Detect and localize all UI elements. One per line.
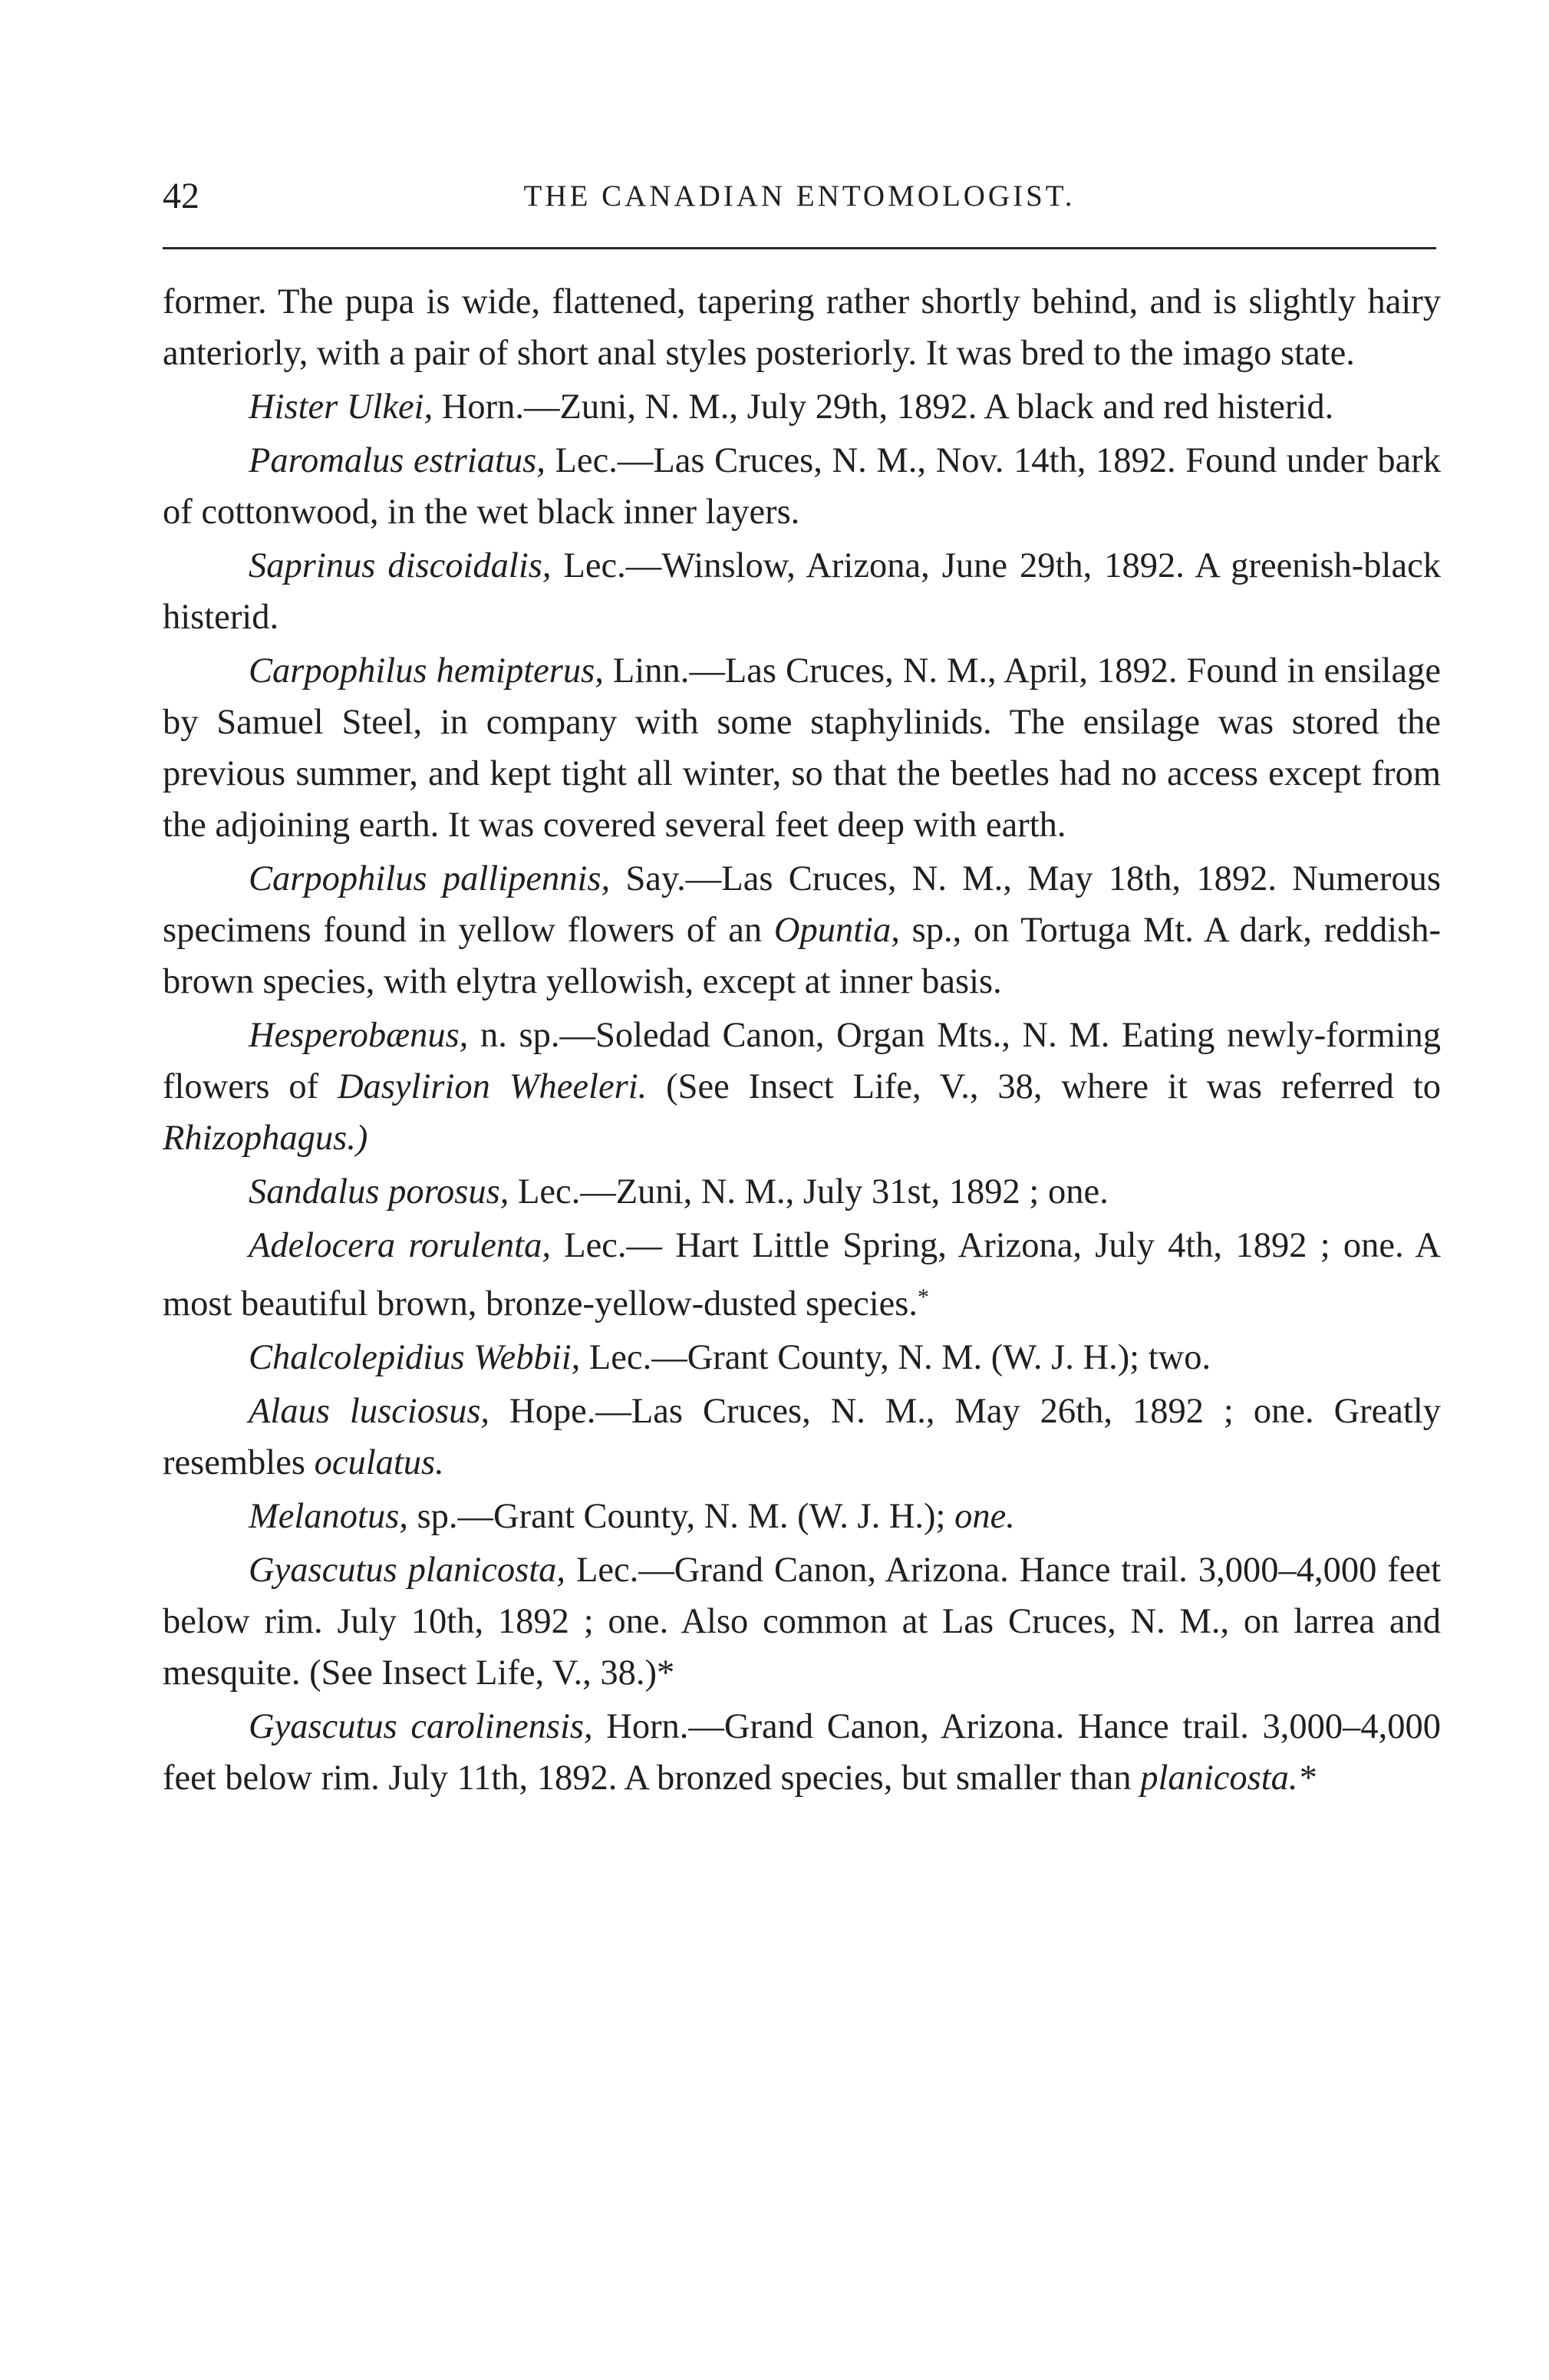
species-name: Carpophilus pallipennis, xyxy=(249,859,611,898)
species-entry-carpophilus-pallipennis xyxy=(163,853,1441,1007)
footnote-mark: * xyxy=(918,1284,929,1310)
entry-text: n. sp.—Soledad Canon, Organ Mts., N. M. Eating newly-forming flowers of xyxy=(163,1016,1441,1106)
entry-text: Lec.—Winslow, Arizona, June 29th, 1892. A greenish-black histerid. xyxy=(163,546,1441,637)
entry-text: Lec.—Zuni, N. M., July 31st, 1892 ; one. xyxy=(509,1172,1109,1211)
species-entry-hesperobaenus xyxy=(163,1010,1441,1164)
species-name: Gyascutus carolinensis, xyxy=(249,1707,593,1746)
species-name: Alaus lusciosus, xyxy=(249,1392,490,1431)
species-entry-chalcolepidius-webbii xyxy=(163,1332,1441,1383)
running-title: THE CANADIAN ENTOMOLOGIST. xyxy=(523,180,1076,213)
species-entry-adelocera-rorulenta xyxy=(163,1220,1441,1330)
page-header xyxy=(163,173,1436,219)
species-name: Paromalus estriatus, xyxy=(249,441,545,480)
entry-text: Horn.—Zuni, N. M., July 29th, 1892. A black and red histerid. xyxy=(433,387,1334,427)
species-name: Adelocera rorulenta, xyxy=(249,1226,551,1265)
species-name: Hesperobænus, xyxy=(249,1016,469,1055)
species-entry-sandalus-porosus xyxy=(163,1166,1441,1218)
species-name: Hister Ulkei, xyxy=(249,387,433,427)
genus-reference: Rhizophagus.) xyxy=(163,1119,368,1158)
entry-text: Hope.—Las Cruces, N. M., May 26th, 1892 ; one. Greatly resembles xyxy=(163,1392,1441,1482)
entry-text: Lec.— Hart Little Spring, Arizona, July 4th, 1892 ; one. A most beautiful brown, bronze-yellow-dusted species. xyxy=(163,1226,1442,1324)
entry-text: Lec.—Las Cruces, N. M., Nov. 14th, 1892. Found under bark of cottonwood, in the wet black inner layers. xyxy=(163,441,1441,532)
species-reference: Dasylirion Wheeleri. xyxy=(337,1067,648,1106)
entry-count: one. xyxy=(954,1497,1015,1536)
genus-reference: Opuntia, xyxy=(773,911,900,950)
header-rule xyxy=(163,247,1436,249)
species-entry-melanotus xyxy=(163,1491,1441,1542)
paragraph-text: former. The pupa is wide, flattened, tapering rather shortly behind, and is slightly hairy anteriorly, with a pair of short anal styles posteriorly. It was bred to the imago state. xyxy=(163,282,1441,373)
paragraph-continuation xyxy=(163,276,1441,379)
article-body xyxy=(163,276,1441,1806)
entry-text: Say.—Las Cruces, N. M., May 18th, 1892. Numerous specimens found in yellow flowers of an xyxy=(163,859,1441,950)
species-reference: oculatus. xyxy=(314,1443,444,1482)
species-name: Saprinus discoidalis, xyxy=(249,546,552,585)
species-name: Carpophilus hemipterus, xyxy=(249,651,604,691)
entry-text: Lec.—Grant County, N. M. (W. J. H.); two. xyxy=(580,1338,1211,1377)
entry-text: sp., on Tortuga Mt. A dark, reddish-brown species, with elytra yellowish, except at inner basis. xyxy=(163,911,1441,1001)
entry-text: Lec.—Grand Canon, Arizona. Hance trail. 3,000–4,000 feet below rim. July 10th, 1892 ; one. Also common at Las Cruces, N. M., on larrea and mesquite. (See Insect Life, V., 38.)* xyxy=(163,1551,1441,1693)
species-name: Gyascutus planicosta, xyxy=(249,1551,566,1590)
entry-text: (See Insect Life, V., 38, where it was referred to xyxy=(647,1067,1441,1106)
species-entry-paromalus-estriatus xyxy=(163,435,1441,538)
species-entry-gyascutus-carolinensis xyxy=(163,1701,1441,1804)
species-reference: planicosta.* xyxy=(1140,1759,1316,1798)
species-name: Chalcolepidius Webbii, xyxy=(249,1338,581,1377)
species-entry-saprinus-discoidalis xyxy=(163,540,1441,643)
entry-text: sp.—Grant County, N. M. (W. J. H.); xyxy=(407,1497,955,1536)
species-entry-hister-ulkei xyxy=(163,381,1441,433)
species-entry-alaus-lusciosus xyxy=(163,1386,1441,1488)
species-entry-gyascutus-planicosta xyxy=(163,1544,1441,1699)
species-name: Melanotus, xyxy=(249,1497,408,1536)
species-name: Sandalus porosus, xyxy=(249,1172,509,1211)
entry-text: Linn.—Las Cruces, N. M., April, 1892. Found in ensilage by Samuel Steel, in company with some staphylinids. The ensilage was stored the previous summer, and kept tight all winter, so that the beetles had no access except from the adjoining earth. It was covered several feet deep with earth. xyxy=(163,651,1441,845)
entry-text: Horn.—Grand Canon, Arizona. Hance trail. 3,000–4,000 feet below rim. July 11th, 1892. A bronzed species, but smaller than xyxy=(163,1707,1441,1798)
species-entry-carpophilus-hemipterus xyxy=(163,645,1441,851)
page-number: 42 xyxy=(163,176,199,216)
